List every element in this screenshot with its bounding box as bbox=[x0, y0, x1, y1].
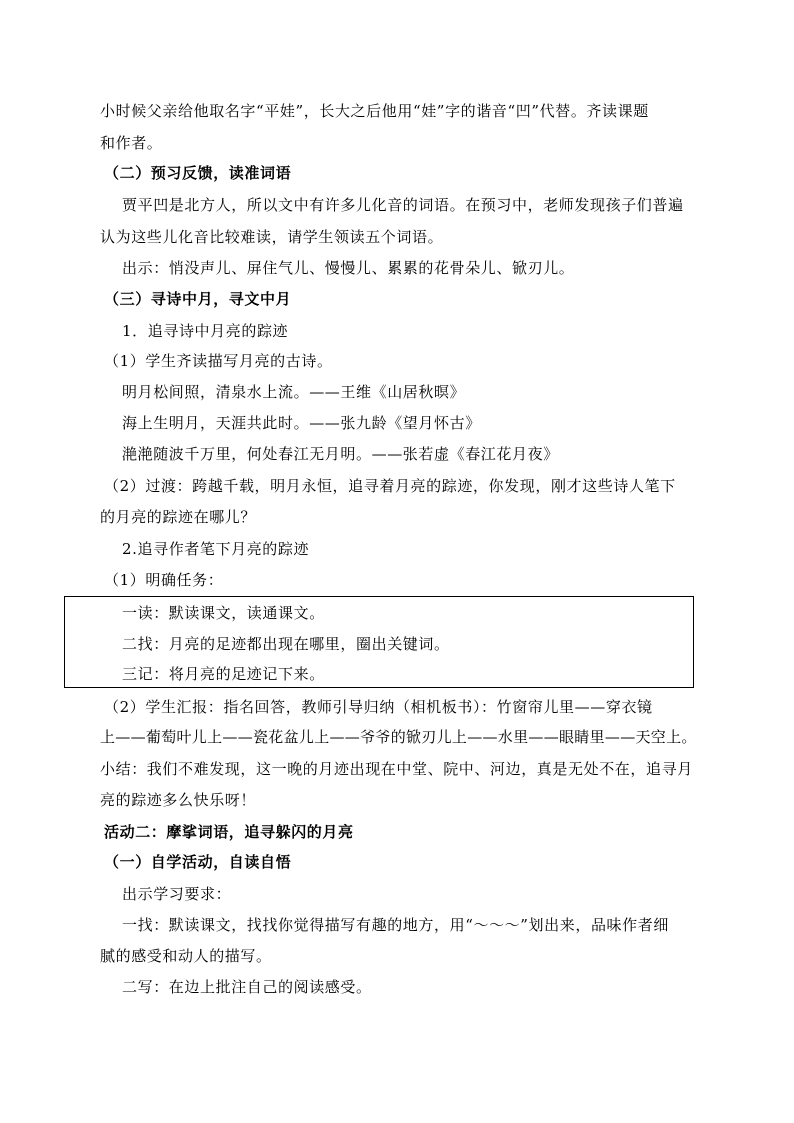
task-item: 一读：默读课文，读通课文。 bbox=[122, 604, 325, 622]
body-paragraph: （1）明确任务： bbox=[104, 571, 224, 589]
body-paragraph: （2）过渡：跨越千载，明月永恒，追寻着月亮的踪迹，你发现，刚才这些诗人笔下 bbox=[104, 477, 676, 495]
task-item: 二找：月亮的足迹都出现在哪里，圈出关键词。 bbox=[122, 635, 450, 653]
body-paragraph: 的月亮的踪迹在哪儿？ bbox=[100, 508, 257, 526]
activity-heading: 活动二：摩挲词语，追寻躲闪的月亮 bbox=[104, 823, 354, 841]
body-paragraph: 出示学习要求： bbox=[122, 885, 232, 903]
section-heading: （三）寻诗中月，寻文中月 bbox=[104, 290, 292, 308]
body-paragraph: 小时候父亲给他取名字“平娃”，长大之后他用“娃”字的谐音“凹”代替。齐读课题 bbox=[100, 102, 649, 120]
body-paragraph: 一找：默读课文，找找你觉得描写有趣的地方，用“～～～”划出来，品味作者细 bbox=[122, 916, 669, 934]
body-paragraph: 上——葡萄叶儿上——瓷花盆儿上——爷爷的锨刃儿上——水里——眼睛里——天空上。 bbox=[100, 728, 697, 746]
body-paragraph: 和作者。 bbox=[100, 134, 163, 152]
section-heading: （二）预习反馈，读准词语 bbox=[104, 164, 292, 182]
poem-line: 明月松间照，清泉水上流。——王维《山居秋暝》 bbox=[122, 383, 466, 401]
poem-line: 海上生明月，天涯共此时。——张九龄《望月怀古》 bbox=[122, 414, 481, 432]
summary-paragraph: 小结：我们不难发现，这一晚的月迹出现在中堂、院中、河边，真是无处不在，追寻月 bbox=[100, 760, 693, 778]
body-paragraph: 出示：悄没声儿、屏住气儿、慢慢儿、累累的花骨朵儿、锨刃儿。 bbox=[122, 259, 575, 277]
body-paragraph: （2）学生汇报：指名回答，教师引导归纳（相机板书）：竹窗帘儿里——穿衣镜 bbox=[104, 698, 653, 716]
task-item: 三记：将月亮的足迹记下来。 bbox=[122, 665, 325, 683]
section-heading: （一）自学活动，自读自悟 bbox=[104, 853, 292, 871]
subsection-heading: 1．追寻诗中月亮的踪迹 bbox=[122, 322, 289, 340]
body-paragraph: 二写：在边上批注自己的阅读感受。 bbox=[122, 978, 372, 996]
summary-paragraph: 亮的踪迹多么快乐呀！ bbox=[100, 791, 257, 809]
body-paragraph: 贾平凹是北方人，所以文中有许多儿化音的词语。在预习中，老师发现孩子们普遍 bbox=[122, 196, 684, 214]
body-paragraph: 腻的感受和动人的描写。 bbox=[100, 947, 272, 965]
subsection-heading: 2.追寻作者笔下月亮的踪迹 bbox=[122, 540, 310, 558]
body-paragraph: （1）学生齐读描写月亮的古诗。 bbox=[104, 352, 333, 370]
poem-line: 滟滟随波千万里，何处春江无月明。——张若虚《春江花月夜》 bbox=[122, 445, 559, 463]
body-paragraph: 认为这些儿化音比较难读，请学生领读五个词语。 bbox=[100, 228, 444, 246]
